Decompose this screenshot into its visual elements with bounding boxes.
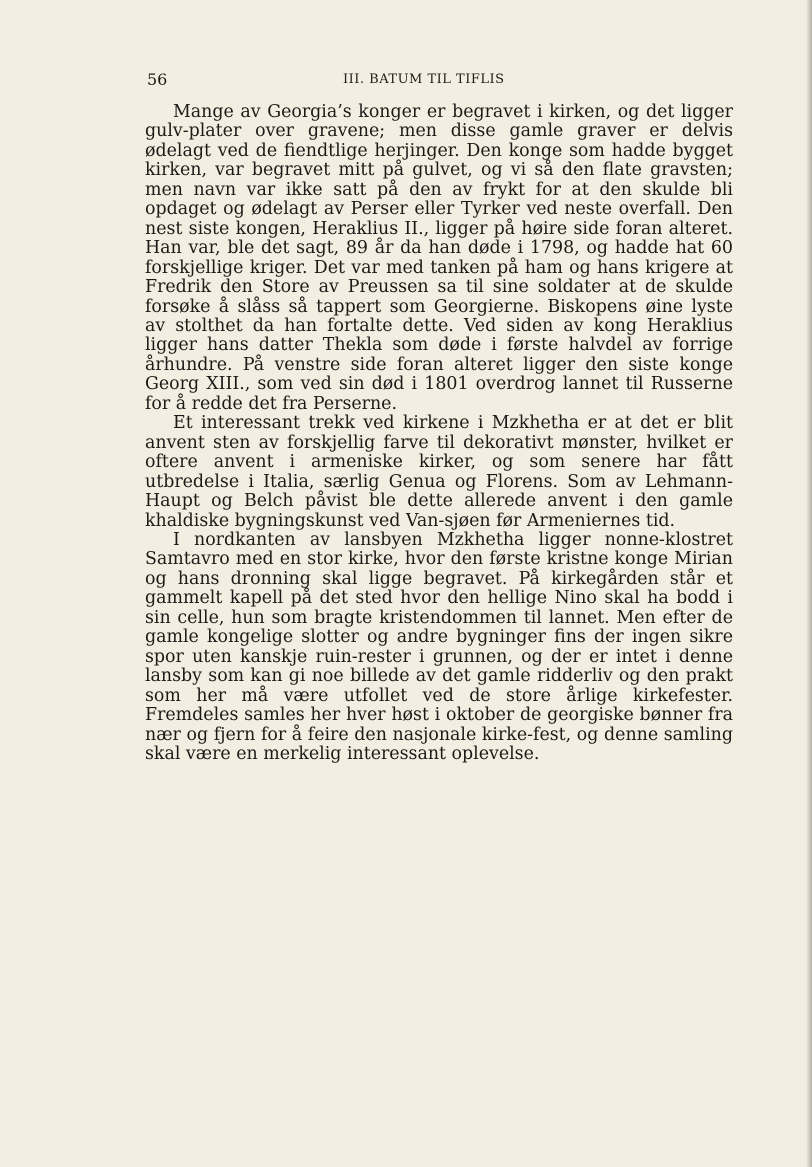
page-edge-shadow (806, 0, 812, 1167)
page-number: 56 (147, 70, 168, 89)
body-text (145, 103, 733, 764)
running-title: III. BATUM TIL TIFLIS (343, 72, 505, 87)
paragraph: Mange av Georgia’s konger er begravet i kirken, og det ligger gulv-plater over gravene; men disse gamle graver er delvis ødelagt ved de fiendtlige herjinger. Den konge som hadde bygget kirken, var begravet mitt på gulvet, og vi så den flate gravsten; men navn var ikke satt på den av frykt for at den skulde bli opdaget og ødelagt av Perser eller Tyrker ved neste overfall. Den nest siste kongen, Heraklius II., ligger på høire side foran alteret. Han var, ble det sagt, 89 år da han døde i 1798, og hadde hat 60 forskjellige kriger. Det var med tanken på ham og hans krigere at Fredrik den Store av Preussen sa til sine soldater at de skulde forsøke å slåss så tappert som Georgierne. Biskopens øine lyste av stolthet da han fortalte dette. Ved siden av kong Heraklius ligger hans datter Thekla som døde i første halvdel av forrige århundre. På venstre side foran alteret ligger den siste konge Georg XIII., som ved sin død i 1801 overdrog lannet til Russerne for å redde det fra Perserne. (145, 102, 733, 414)
paragraph: I nordkanten av lansbyen Mzkhetha ligger nonne-klostret Samtavro med en stor kirke, hvor den første kristne konge Mirian og hans dronning skal ligge begravet. På kirkegården står et gammelt kapell på det sted hvor den hellige Nino skal ha bodd i sin celle, hun som bragte kristendommen til lannet. Men efter de gamle kongelige slotter og andre bygninger fins der ingen sikre spor uten kanskje ruin-rester i grunnen, og der er intet i denne lansby som kan gi noe billede av det gamle ridderliv og den prakt som her må være utfollet ved de store årlige kirkefester. Fremdeles samles her hver høst i oktober de georgiske bønner fra nær og fjern for å feire den nasjonale kirke-fest, og denne samling skal være en merkelig interessant oplevelse. (145, 529, 733, 764)
paragraph: Et interessant trekk ved kirkene i Mzkhetha er at det er blit anvent sten av forskjellig farve til dekorativt mønster, hvilket er oftere anvent i armeniske kirker, og som senere har fått utbredelse i Italia, særlig Genua og Florens. Som av Lehmann-Haupt og Belch påvist ble dette allerede anvent i den gamle khaldiske bygningskunst ved Van-sjøen før Armeniernes tid. (145, 413, 733, 531)
